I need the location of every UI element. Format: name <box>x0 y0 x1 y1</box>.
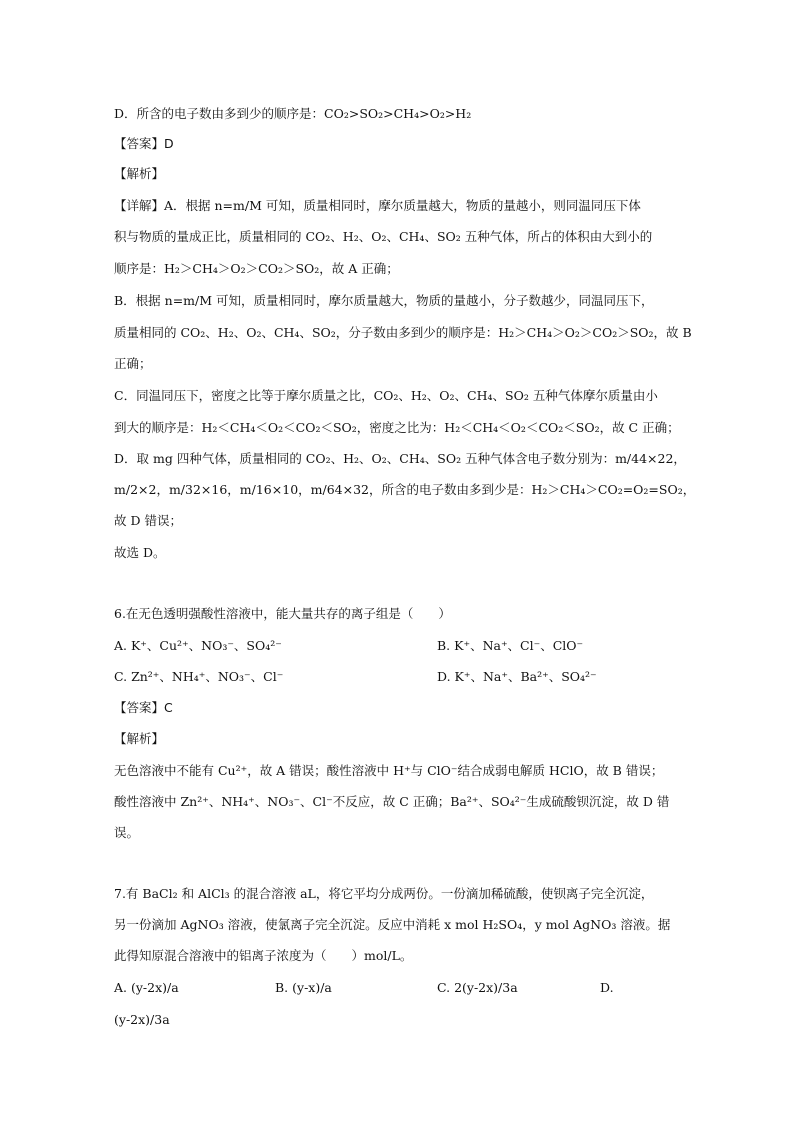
q5-detail-line: C．同温同压下，密度之比等于摩尔质量之比，CO₂、H₂、O₂、CH₄、SO₂ 五种气体摩尔质量由小 <box>114 388 658 403</box>
q5-detail-line: 【详解】A．根据 n=m/M 可知，质量相同时，摩尔质量越大，物质的量越小，则同温同压下体 <box>114 198 641 213</box>
q5-detail-line: 正确； <box>114 356 152 371</box>
q5-detail-line: m/2×2，m/32×16，m/16×10，m/64×32，所含的电子数由多到少是：H₂＞CH₄＞CO₂=O₂=SO₂， <box>114 482 696 497</box>
q6-analysis-line: 无色溶液中不能有 Cu²⁺，故 A 错误；酸性溶液中 H⁺与 ClO⁻结合成弱电解质 HClO，故 B 错误； <box>114 763 664 778</box>
q5-detail-line: 顺序是：H₂＞CH₄＞O₂＞CO₂＞SO₂，故 A 正确； <box>114 261 399 276</box>
q6-analysis-line: 误。 <box>114 825 140 840</box>
q7-stem-line: 7.有 BaCl₂ 和 AlCl₃ 的混合溶液 aL，将它平均分成两份。一份滴加稀硫酸，使钡离子完全沉淀， <box>114 886 654 901</box>
q6-analysis-heading: 【解析】 <box>114 731 165 746</box>
q7-stem-line: 此得知原混合溶液中的铝离子浓度为（ ）mol/L。 <box>114 948 413 963</box>
q6-option-d: D. K⁺、Na⁺、Ba²⁺、SO₄²⁻ <box>437 669 597 684</box>
q6-answer: 【答案】C <box>114 700 173 715</box>
q5-detail-line: 故 D 错误； <box>114 513 182 528</box>
q7-option-d-label: D. <box>600 980 614 995</box>
q6-option-c: C. Zn²⁺、NH₄⁺、NO₃⁻、Cl⁻ <box>114 669 284 684</box>
q5-detail-line: D．取 mg 四种气体，质量相同的 CO₂、H₂、O₂、CH₄、SO₂ 五种气体含电子数分别为：m/44×22， <box>114 451 686 466</box>
q7-option-a: A. (y-2x)/a <box>114 980 179 995</box>
q5-answer: 【答案】D <box>114 136 174 151</box>
q7-option-d-value: (y-2x)/3a <box>114 1012 170 1027</box>
q5-detail-line: 质量相同的 CO₂、H₂、O₂、CH₄、SO₂，分子数由多到少的顺序是：H₂＞CH₄＞O₂＞CO₂＞SO₂，故 B <box>114 325 692 340</box>
q5-detail-line: 积与物质的量成正比，质量相同的 CO₂、H₂、O₂、CH₄、SO₂ 五种气体，所占的体积由大到小的 <box>114 229 653 244</box>
q5-analysis-heading: 【解析】 <box>114 166 165 181</box>
q6-stem: 6.在无色透明强酸性溶液中，能大量共存的离子组是（ ） <box>114 606 451 621</box>
q7-option-c: C. 2(y-2x)/3a <box>437 980 518 995</box>
q5-conclusion: 故选 D。 <box>114 545 166 560</box>
q5-option-d: D．所含的电子数由多到少的顺序是：CO₂>SO₂>CH₄>O₂>H₂ <box>114 106 472 121</box>
q7-stem-line: 另一份滴加 AgNO₃ 溶液，使氯离子完全沉淀。反应中消耗 x mol H₂SO₄，y mol AgNO₃ 溶液。据 <box>114 917 671 932</box>
q6-option-b: B. K⁺、Na⁺、Cl⁻、ClO⁻ <box>437 638 584 653</box>
q6-analysis-line: 酸性溶液中 Zn²⁺、NH₄⁺、NO₃⁻、Cl⁻不反应，故 C 正确；Ba²⁺、SO₄²⁻生成硫酸钡沉淀，故 D 错 <box>114 794 670 809</box>
q7-option-b: B. (y-x)/a <box>275 980 332 995</box>
q5-detail-line: B．根据 n=m/M 可知，质量相同时，摩尔质量越大，物质的量越小，分子数越少，同温同压下， <box>114 293 654 308</box>
q5-detail-line: 到大的顺序是：H₂＜CH₄＜O₂＜CO₂＜SO₂，密度之比为：H₂＜CH₄＜O₂＜CO₂＜SO₂，故 C 正确； <box>114 420 680 435</box>
q6-option-a: A. K⁺、Cu²⁺、NO₃⁻、SO₄²⁻ <box>114 638 282 653</box>
